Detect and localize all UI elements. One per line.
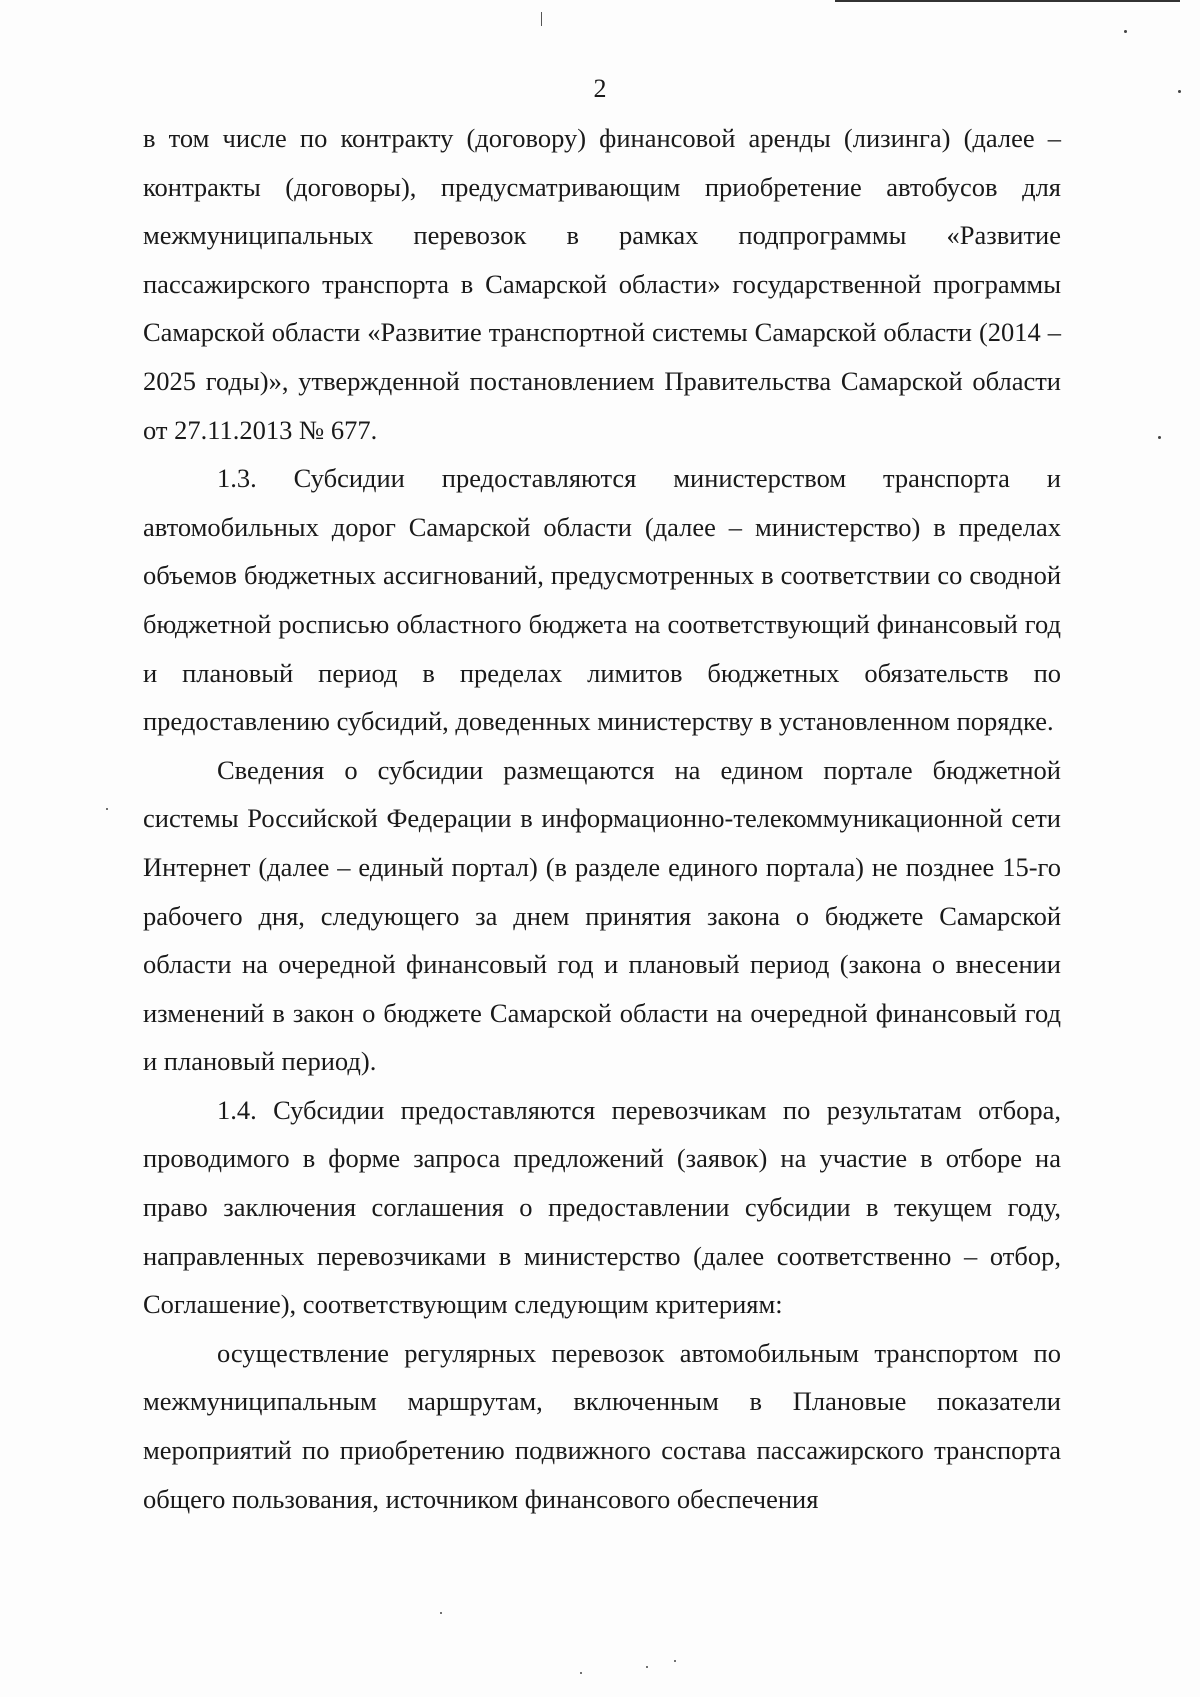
scan-speck <box>440 1612 442 1614</box>
scan-speck <box>1158 436 1161 439</box>
scan-speck <box>646 1666 648 1668</box>
body-text <box>143 114 1061 1523</box>
scan-speck <box>674 1660 676 1662</box>
scan-speck <box>1124 30 1127 33</box>
paragraph-continuation: в том числе по контракту (договору) финансовой аренды (лизинга) (далее – контракты (договоры), предусматривающим приобретение автобусов для межмуниципальных перевозок в рамках подпрограммы «Развитие пассажирского транспорта в Самарской области» государственной программы Самарской области «Развитие транспортной системы Самарской области (2014 – 2025 годы)», утвержденной постановлением Правительства Самарской области от 27.11.2013 № 677. <box>143 123 1061 445</box>
paragraph-1-4: 1.4. Субсидии предоставляются перевозчикам по результатам отбора, проводимого в форме запроса предложений (заявок) на участие в отборе на право заключения соглашения о предоставлении субсидии в текущем году, направленных перевозчиками в министерство (далее соответственно – отбор, Соглашение), соответствующим следующим критериям: <box>143 1094 1061 1320</box>
scan-edge-line <box>835 0 1180 2</box>
paragraph-criteria: осуществление регулярных перевозок автомобильным транспортом по межмуниципальным маршрутам, включенным в Плановые показатели мероприятий по приобретению подвижного состава пассажирского транспорта общего пользования, источником финансового обеспечения <box>143 1337 1061 1514</box>
paragraph-subsidy-info: Сведения о субсидии размещаются на едином портале бюджетной системы Российской Федерации в информационно-телекоммуникационной сети Интернет (далее – единый портал) (в разделе единого портала) не позднее 15-го рабочего дня, следующего за днем принятия закона о бюджете Самарской области на очередной финансовый год и плановый период (закона о внесении изменений в закон о бюджете Самарской области на очередной финансовый год и плановый период). <box>143 754 1061 1077</box>
paragraph-1-3: 1.3. Субсидии предоставляются министерством транспорта и автомобильных дорог Самарской области (далее – министерство) в пределах объемов бюджетных ассигнований, предусмотренных в соответствии со сводной бюджетной росписью областного бюджета на соответствующий финансовый год и плановый период в пределах лимитов бюджетных обязательств по предоставлению субсидий, доведенных министерству в установленном порядке. <box>143 463 1061 737</box>
scan-speck <box>106 808 108 810</box>
scan-mark <box>541 12 542 26</box>
scan-speck <box>1178 90 1181 93</box>
page-number: 2 <box>593 74 607 103</box>
scan-speck <box>580 1672 582 1674</box>
